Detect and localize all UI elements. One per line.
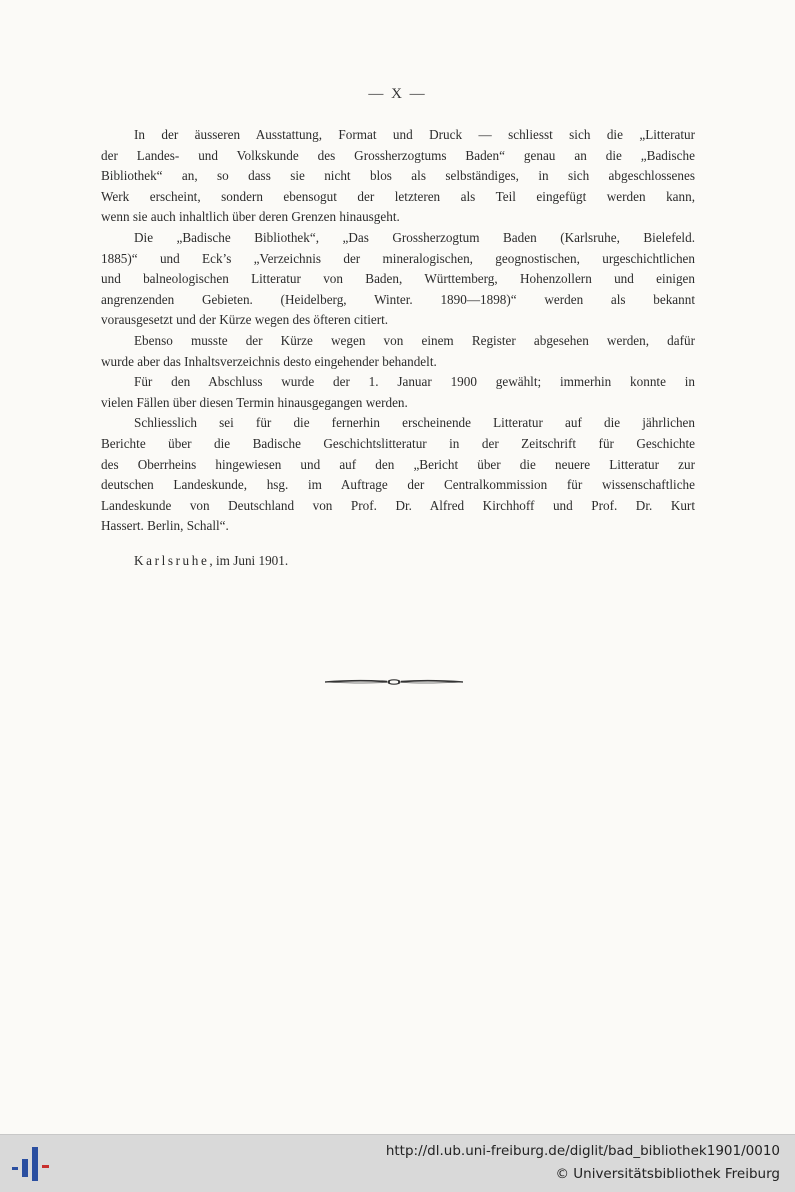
text-line: wenn sie auch inhaltlich über deren Grenzen hinausgeht. — [101, 209, 400, 225]
end-ornament-icon — [325, 676, 463, 688]
text-line: angrenzenden Gebieten. (Heidelberg, Winter. 1890—1898)“ werden als bekannt — [101, 291, 695, 307]
text-line: Hassert. Berlin, Schall“. — [101, 518, 229, 534]
text-line: Ebenso musste der Kürze wegen von einem Register abgesehen werden, dafür — [134, 332, 695, 348]
paragraph-1 — [101, 125, 695, 228]
text-line: des Oberrheins hingewiesen und auf den „Bericht über die neuere Litteratur zur — [101, 456, 695, 472]
text-line: Bibliothek“ an, so dass sie nicht blos als selbständiges, in sich abgeschlossenes — [101, 168, 695, 184]
paragraph-4 — [101, 372, 695, 413]
text-line: Landeskunde von Deutschland von Prof. Dr. Alfred Kirchhoff und Prof. Dr. Kurt — [101, 497, 695, 513]
text-line: und balneologischen Litteratur von Baden, Württemberg, Hohenzollern und einigen — [101, 271, 695, 287]
university-library-logo-icon — [10, 1143, 52, 1185]
text-line: der Landes- und Volkskunde des Grossherzogtums Baden“ genau an die „Badische — [101, 147, 695, 163]
date-text: , im Juni 1901. — [209, 553, 289, 568]
paragraph-3 — [101, 331, 695, 372]
viewer-footer — [0, 1134, 795, 1192]
text-line: vielen Fällen über diesen Termin hinausgegangen werden. — [101, 394, 408, 410]
paragraph-5 — [101, 413, 695, 537]
text-line: 1885)“ und Eck’s „Verzeichnis der mineralogischen, geognostischen, urgeschichtlichen — [101, 250, 695, 266]
text-line: Schliesslich sei für die fernerhin erscheinende Litteratur auf die jährlichen — [134, 415, 695, 431]
place-name: Karlsruhe — [134, 553, 210, 568]
text-line: vorausgesetzt und der Kürze wegen des öfteren citiert. — [101, 312, 389, 328]
text-line: deutschen Landeskunde, hsg. im Auftrage der Centralkommission für wissenschaftliche — [101, 477, 695, 493]
text-line: Für den Abschluss wurde der 1. Januar 1900 gewählt; immerhin konnte in — [134, 374, 695, 390]
copyright-notice: © Universitätsbibliothek Freiburg — [555, 1166, 780, 1182]
body-text — [101, 125, 695, 537]
page-number: — X — — [368, 86, 427, 102]
text-line: wurde aber das Inhaltsverzeichnis desto eingehender behandelt. — [101, 353, 437, 369]
text-line: Berichte über die Badische Geschichtslitteratur in der Zeitschrift für Geschichte — [101, 435, 695, 451]
place-date-line — [134, 553, 288, 569]
document-permalink[interactable]: http://dl.ub.uni-freiburg.de/diglit/bad_bibliothek1901/0010 — [385, 1143, 780, 1159]
paragraph-2 — [101, 228, 695, 331]
text-line: Werk erscheint, sondern ebensogut der letzteren als Teil eingefügt werden kann, — [101, 188, 695, 204]
text-line: Die „Badische Bibliothek“, „Das Grossherzogtum Baden (Karlsruhe, Bielefeld. — [134, 229, 695, 245]
text-line: In der äusseren Ausstattung, Format und Druck — schliesst sich die „Litteratur — [134, 127, 695, 142]
